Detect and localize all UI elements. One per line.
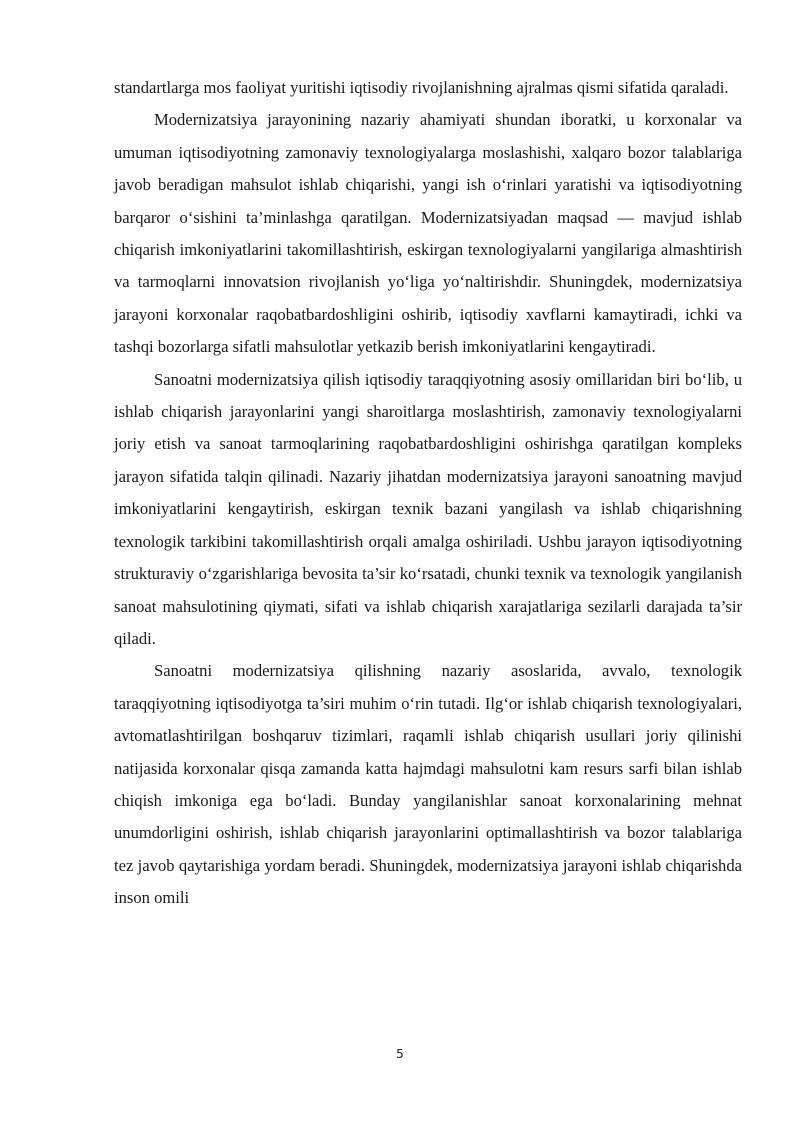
paragraph-continuation: standartlarga mos faoliyat yuritishi iqtisodiy rivojlanishning ajralmas qismi sifatida qaraladi. [114,78,729,97]
paragraph-technological-progress: Sanoatni modernizatsiya qilishning nazariy asoslarida, avvalo, texnologik taraqqiyotning iqtisodiyotga ta’siri muhim o‘rin tutadi. Ilg‘or ishlab chiqarish texnologiyalari, avtomatlashtirilgan boshqaruv tizimlari, raqamli ishlab chiqarish usullari joriy qilinishi natijasida korxonalar qisqa zamanda katta hajmdagi mahsulotni kam resurs sarfi bilan ishlab chiqish imkoniga ega bo‘ladi. Bunday yangilanishlar sanoat korxonalarining mehnat unumdorligini oshirish, ishlab chiqarish jarayonlarini optimallashtirish va bozor talablariga tez javob qaytarishiga yordam beradi. Shuningdek, modernizatsiya jarayoni ishlab chiqarishda inson omili [114,661,742,908]
paragraph-industrial-modernization: Sanoatni modernizatsiya qilish iqtisodiy taraqqiyotning asosiy omillaridan biri bo‘lib, u ishlab chiqarish jarayonlarini yangi sharoitlarga moslashtirish, zamonaviy texnologiyalarni joriy etish va sanoat tarmoqlarining raqobatbardoshligini oshirishga qaratilgan kompleks jarayon sifatida talqin qilinadi. Nazariy jihatdan modernizatsiya jarayoni sanoatning mavjud imkoniyatlarini kengaytirish, eskirgan texnik bazani yangilash va ishlab chiqarishning texnologik tarkibini takomillashtirish orqali amalga oshiriladi. Ushbu jarayon iqtisodiyotning strukturaviy o‘zgarishlariga bevosita ta’sir ko‘rsatadi, chunki texnik va texnologik yangilanish sanoat mahsulotining qiymati, sifati va ishlab chiqarish xarajatlariga sezilarli darajada ta’sir qiladi. [114,369,742,648]
page-number: 5 [396,1047,404,1061]
body-text [114,72,742,915]
paragraph-modernization-theory: Modernizatsiya jarayonining nazariy ahamiyati shundan iboratki, u korxonalar va umuman iqtisodiyotning zamonaviy texnologiyalarga moslashishi, xalqaro bozor talablariga javob beradigan mahsulot ishlab chiqarishi, yangi ish o‘rinlari yaratishi va iqtisodiyotning barqaror o‘sishini ta’minlashga qaratilgan. Modernizatsiyadan maqsad — mavjud ishlab chiqarish imkoniyatlarini takomillashtirish, eskirgan texnologiyalarni yangilariga almashtirish va tarmoqlarni innovatsion rivojlanish yo‘liga yo‘naltirishdir. Shuningdek, modernizatsiya jarayoni korxonalar raqobatbardoshligini oshirib, iqtisodiy xavflarni kamaytiradi, ichki va tashqi bozorlarga sifatli mahsulotlar yetkazib berish imkoniyatlarini kengaytiradi. [114,110,742,357]
